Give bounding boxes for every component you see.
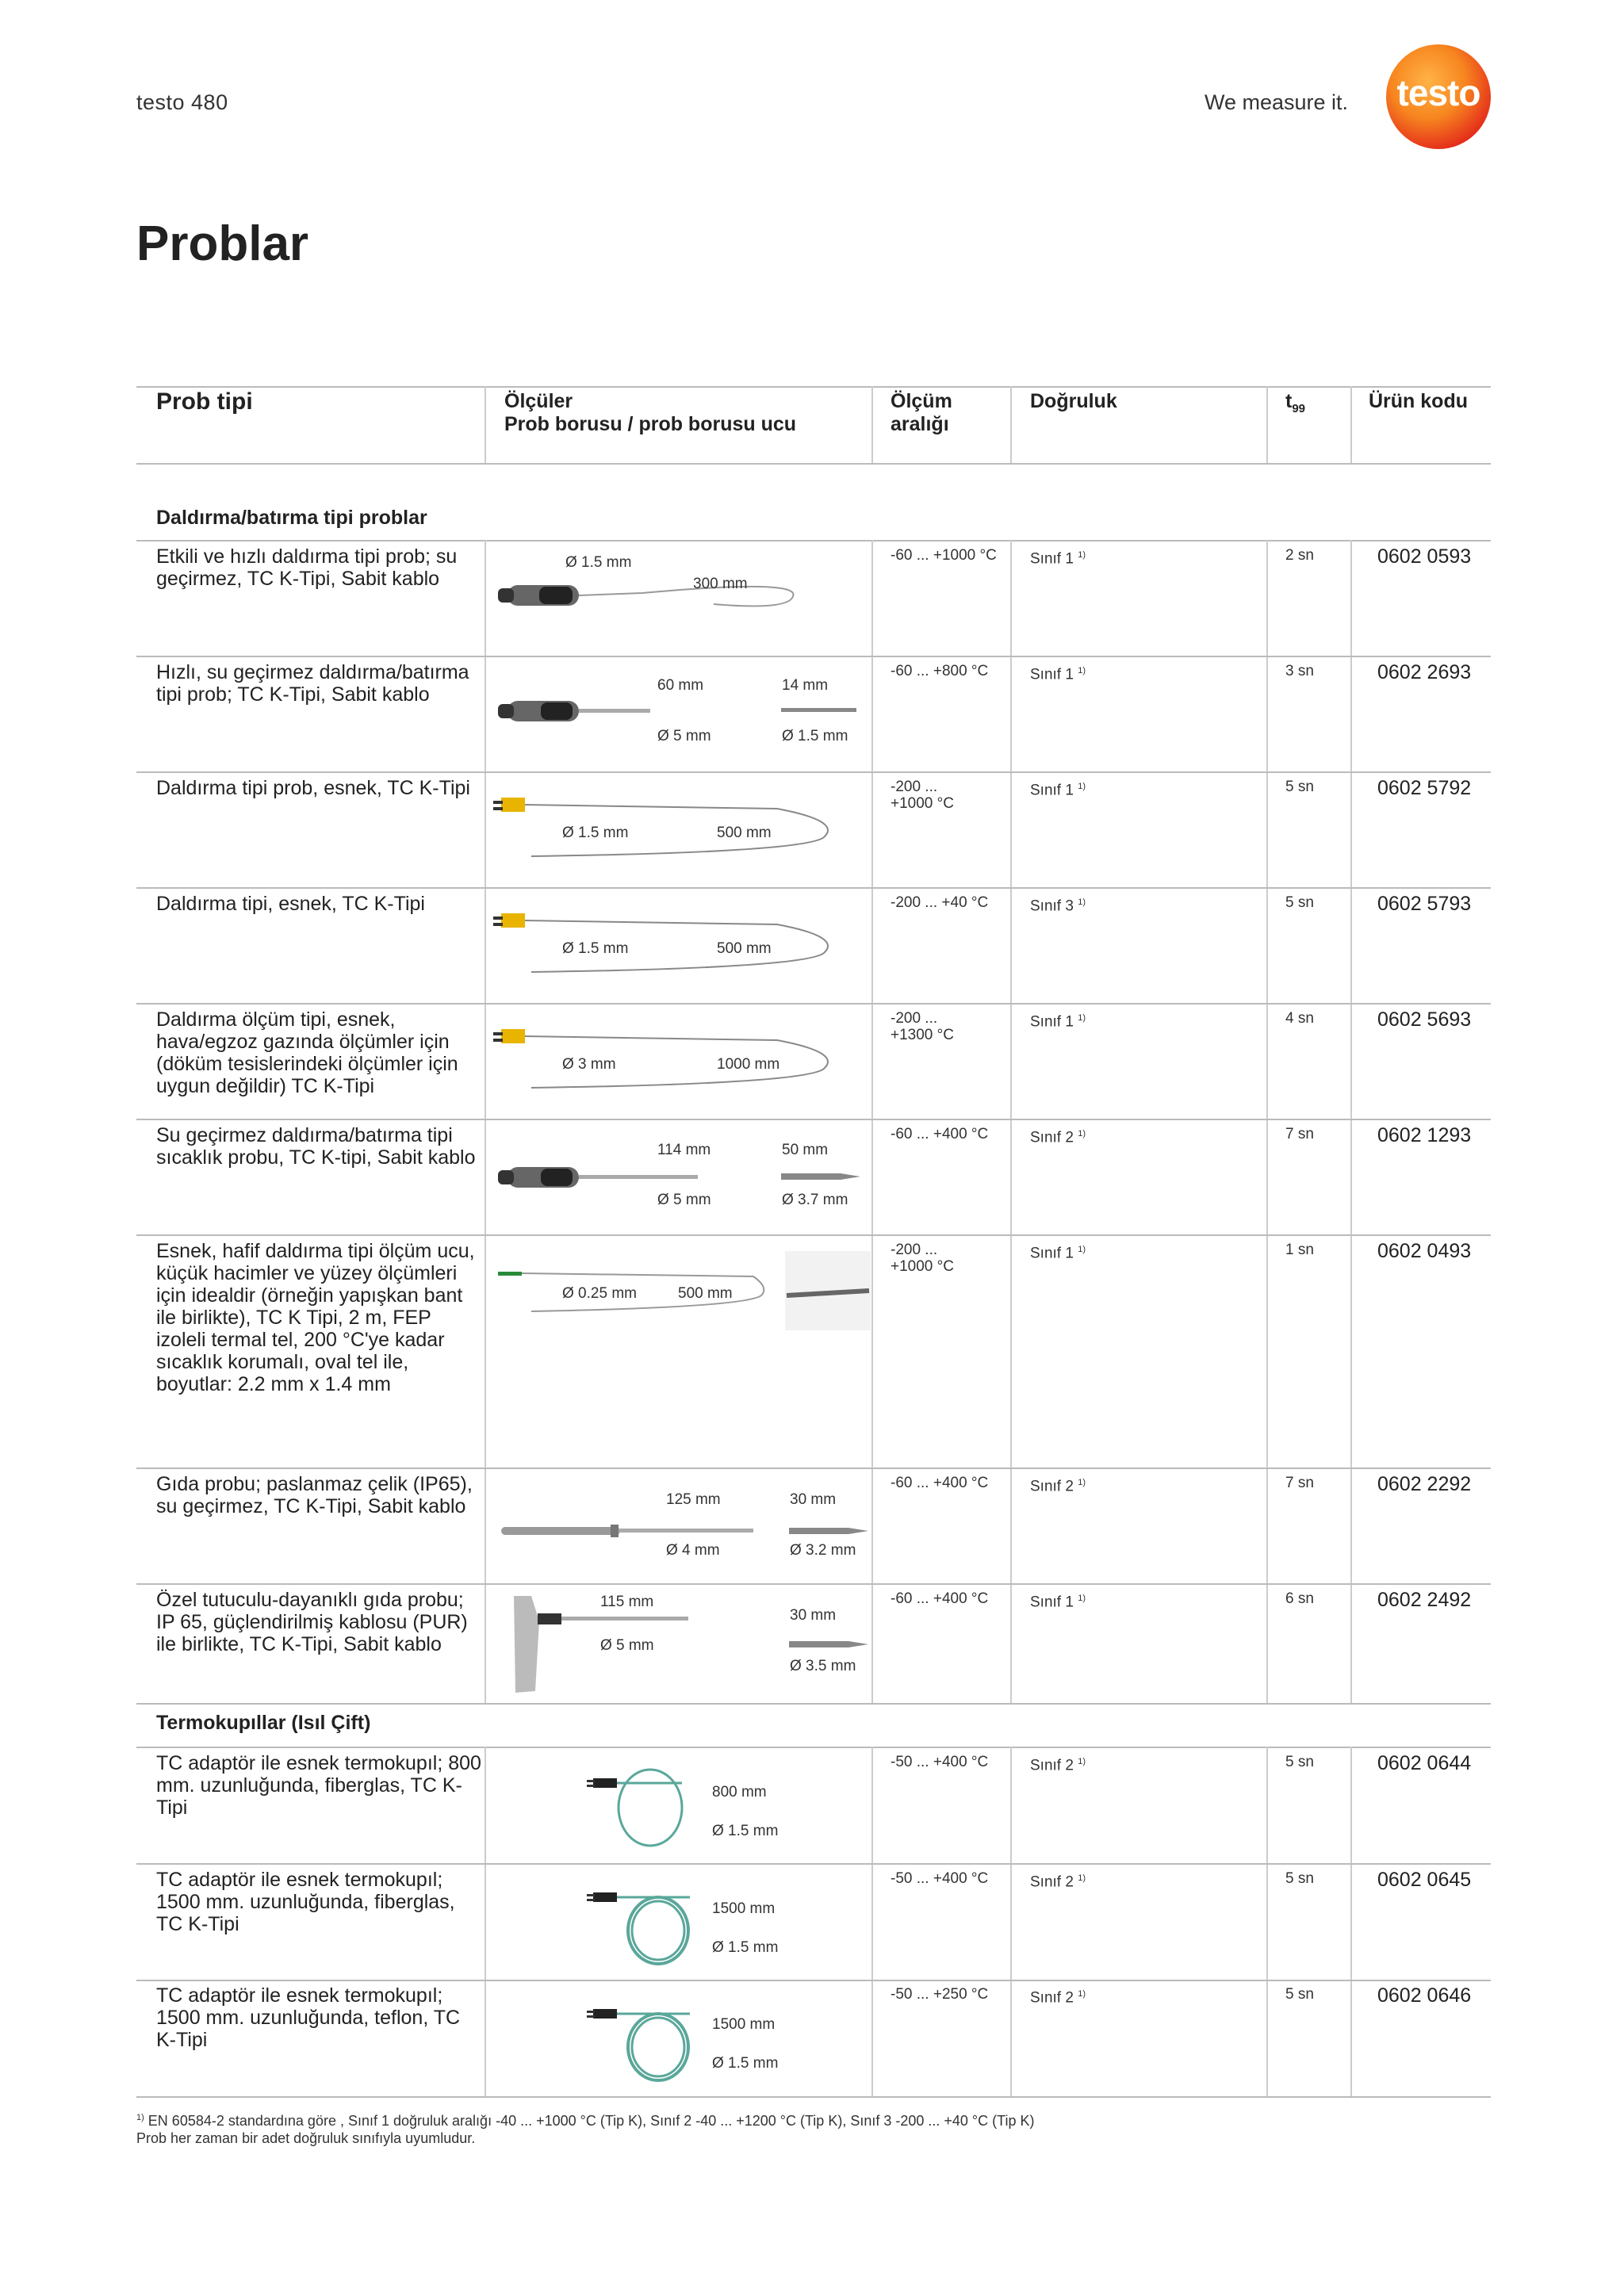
col-divider xyxy=(1010,386,1012,463)
col-divider xyxy=(1010,540,1012,1703)
probe-drawing xyxy=(492,785,864,864)
range-value: -50 ... +400 °C xyxy=(891,1870,989,1887)
t99-value: 7 sn xyxy=(1285,1475,1314,1491)
row-description: Özel tutuculu-dayanıklı gıda probu; IP 65, güçlendirilmiş kablosu (PUR) ile birlikte, TC K-Tipi, Sabit kablo xyxy=(156,1589,468,1655)
range-value: -60 ... +800 °C xyxy=(891,663,989,679)
col-accuracy: Doğruluk xyxy=(1030,390,1117,412)
thermocouple-drawing xyxy=(587,1999,714,2091)
dim-label: Ø 0.25 mm xyxy=(562,1285,637,1302)
product-code: 0602 2292 xyxy=(1377,1473,1472,1495)
product-code: 0602 0644 xyxy=(1377,1752,1472,1774)
t99-value: 3 sn xyxy=(1285,663,1314,679)
thermocouple-drawing xyxy=(587,1764,714,1855)
table-bottom-rule xyxy=(136,2096,1491,2098)
row-description: TC adaptör ile esnek termokupıl; 1500 mm. uzunluğunda, fiberglas, TC K-Tipi xyxy=(156,1869,455,1935)
row-description: Etkili ve hızlı daldırma tipi prob; su geçirmez, TC K-Tipi, Sabit kablo xyxy=(156,545,458,590)
dim-label: 500 mm xyxy=(717,825,772,841)
row-rule xyxy=(136,1863,1491,1865)
range-value: -50 ... +400 °C xyxy=(891,1754,989,1770)
footnote-line2: Prob her zaman bir adet doğruluk sınıfıyla uyumludur. xyxy=(136,2130,476,2146)
product-code: 0602 0593 xyxy=(1377,545,1472,568)
range-value: -200 ... +1300 °C xyxy=(891,1010,954,1043)
t99-value: 7 sn xyxy=(1285,1126,1314,1142)
dim-label: Ø 1.5 mm xyxy=(712,2055,779,2072)
col-range-line2: aralığı xyxy=(891,413,949,435)
row-rule xyxy=(136,887,1491,889)
t99-value: 5 sn xyxy=(1285,779,1314,795)
range-value: -60 ... +1000 °C xyxy=(891,547,997,564)
page-title: Problar xyxy=(136,216,309,271)
accuracy-value: Sınıf 1 $^{1)}$ xyxy=(1030,782,1086,799)
table-top-rule xyxy=(136,386,1491,388)
range-value: -200 ... +40 °C xyxy=(891,894,989,911)
dim-label: Ø 1.5 mm xyxy=(782,728,848,744)
row-description: Esnek, hafif daldırma tipi ölçüm ucu, küçük hacimler ve yüzey ölçümleri için idealdir (örneğin yapışkan bant ile birlikte), TC K Tipi, 2 m, FEP izoleli termal tel, 200 °C'ye kadar sıcaklık korumalı, oval tel ile, boyutlar: 2.2 mm x 1.4 mm xyxy=(156,1240,475,1395)
col-t99: $t_{99}$ xyxy=(1285,390,1306,415)
dim-label: 500 mm xyxy=(678,1285,733,1302)
row-description: Daldırma ölçüm tipi, esnek, hava/egzoz gazında ölçümler için (döküm tesislerindeki ölçümler için uygun değildir) TC K-Tipi xyxy=(156,1008,458,1097)
dim-label: 300 mm xyxy=(693,576,748,592)
accuracy-value: Sınıf 2 $^{1)}$ xyxy=(1030,1989,1086,2007)
dim-label: 60 mm xyxy=(657,677,704,694)
probe-drawing xyxy=(492,547,864,650)
dim-label: Ø 3.7 mm xyxy=(782,1192,848,1208)
t99-value: 4 sn xyxy=(1285,1010,1314,1027)
accuracy-value: Sınıf 1 $^{1)}$ xyxy=(1030,1245,1086,1262)
dim-label: 30 mm xyxy=(790,1491,837,1508)
dim-label: 1500 mm xyxy=(712,2016,776,2033)
accuracy-value: Sınıf 1 $^{1)}$ xyxy=(1030,1594,1086,1611)
product-code: 0602 0645 xyxy=(1377,1869,1472,1891)
accuracy-value: Sınıf 1 $^{1)}$ xyxy=(1030,550,1086,568)
range-value: -60 ... +400 °C xyxy=(891,1475,989,1491)
dim-label: Ø 1.5 mm xyxy=(712,1939,779,1956)
accuracy-value: Sınıf 2 $^{1)}$ xyxy=(1030,1129,1086,1146)
dim-label: Ø 5 mm xyxy=(657,1192,711,1208)
accuracy-value: Sınıf 2 $^{1)}$ xyxy=(1030,1478,1086,1495)
footnote xyxy=(136,2109,1034,2147)
dim-label: Ø 4 mm xyxy=(666,1542,720,1559)
document-product-name: testo 480 xyxy=(136,90,228,114)
t99-value: 5 sn xyxy=(1285,1986,1314,2003)
range-value: -60 ... +400 °C xyxy=(891,1590,989,1607)
dim-label: Ø 3 mm xyxy=(562,1056,616,1073)
accuracy-value: Sınıf 1 $^{1)}$ xyxy=(1030,666,1086,683)
footnote-line1: $^{1)}$ EN 60584-2 standardına göre , Sınıf 1 doğruluk aralığı -40 ... +1000 °C (Tip K), Sınıf 2 -40 ... +1200 °C (Tip K), Sınıf 3 -200 ... +40 °C (Tip K) xyxy=(136,2113,1035,2129)
dim-label: Ø 1.5 mm xyxy=(562,825,629,841)
row-description: Hızlı, su geçirmez daldırma/batırma tipi prob; TC K-Tipi, Sabit kablo xyxy=(156,661,469,706)
accuracy-value: Sınıf 1 $^{1)}$ xyxy=(1030,1013,1086,1031)
dim-label: Ø 1.5 mm xyxy=(712,1823,779,1839)
accuracy-value: Sınıf 2 $^{1)}$ xyxy=(1030,1873,1086,1891)
row-rule xyxy=(136,1980,1491,1981)
col-divider xyxy=(1350,540,1352,1703)
row-description: TC adaptör ile esnek termokupıl; 800 mm. uzunluğunda, fiberglas, TC K-Tipi xyxy=(156,1752,481,1819)
t99-value: 5 sn xyxy=(1285,1754,1314,1770)
thermocouple-drawing xyxy=(587,1883,714,1974)
col-divider xyxy=(1010,1747,1012,2096)
col-dimensions-title: Ölçüler xyxy=(504,390,573,412)
section-rule xyxy=(136,540,1491,541)
dim-label: 50 mm xyxy=(782,1142,829,1158)
accuracy-value: Sınıf 2 $^{1)}$ xyxy=(1030,1757,1086,1774)
product-code: 0602 1293 xyxy=(1377,1124,1472,1146)
col-probe-type: Prob tipi xyxy=(156,388,253,415)
col-divider xyxy=(1266,386,1268,463)
accuracy-value: Sınıf 3 $^{1)}$ xyxy=(1030,897,1086,915)
row-rule xyxy=(136,1119,1491,1120)
col-divider xyxy=(485,540,486,1703)
section-rule xyxy=(136,1747,1491,1748)
col-divider xyxy=(485,386,486,463)
col-divider xyxy=(871,1747,873,2096)
col-divider xyxy=(871,386,873,463)
dim-label: 30 mm xyxy=(790,1607,837,1624)
row-description: Su geçirmez daldırma/batırma tipi sıcaklık probu, TC K-tipi, Sabit kablo xyxy=(156,1124,476,1169)
product-code: 0602 2492 xyxy=(1377,1589,1472,1611)
dim-label: 800 mm xyxy=(712,1784,767,1800)
t99-value: 1 sn xyxy=(1285,1242,1314,1258)
dim-label: 1500 mm xyxy=(712,1900,776,1917)
logo-text: testo xyxy=(1396,72,1480,113)
range-value: -200 ... +1000 °C xyxy=(891,1242,954,1275)
product-code: 0602 5693 xyxy=(1377,1008,1472,1031)
dim-label: 115 mm xyxy=(600,1594,654,1610)
product-code: 0602 0646 xyxy=(1377,1984,1472,2007)
product-code: 0602 2693 xyxy=(1377,661,1472,683)
t99-value: 2 sn xyxy=(1285,547,1314,564)
dim-label: Ø 1.5 mm xyxy=(562,940,629,957)
col-divider xyxy=(485,1747,486,2096)
probe-drawing xyxy=(492,1016,864,1096)
range-value: -200 ... +1000 °C xyxy=(891,779,954,812)
dim-label: 14 mm xyxy=(782,677,829,694)
product-code: 0602 5792 xyxy=(1377,777,1472,799)
t99-value: 5 sn xyxy=(1285,1870,1314,1887)
row-rule xyxy=(136,1234,1491,1236)
section-title-thermocouples: Termokupıllar (Isıl Çift) xyxy=(156,1712,371,1734)
row-description: Gıda probu; paslanmaz çelik (IP65), su geçirmez, TC K-Tipi, Sabit kablo xyxy=(156,1473,473,1517)
section-title-immersion: Daldırma/batırma tipi problar xyxy=(156,507,427,529)
dim-label: Ø 1.5 mm xyxy=(565,554,632,571)
col-divider xyxy=(1350,386,1352,463)
col-divider xyxy=(1266,540,1268,1703)
row-rule xyxy=(136,1703,1491,1705)
row-rule xyxy=(136,656,1491,657)
slogan: We measure it. xyxy=(1205,90,1349,114)
row-description: TC adaptör ile esnek termokupıl; 1500 mm. uzunluğunda, teflon, TC K-Tipi xyxy=(156,1984,461,2051)
col-divider xyxy=(1266,1747,1268,2096)
dim-label: 114 mm xyxy=(657,1142,711,1158)
dim-label: Ø 3.5 mm xyxy=(790,1658,856,1674)
col-dimensions-subtitle: Prob borusu / prob borusu ucu xyxy=(504,413,797,435)
row-description: Daldırma tipi prob, esnek, TC K-Tipi xyxy=(156,777,470,799)
probe-drawing xyxy=(492,1590,872,1701)
row-rule xyxy=(136,1003,1491,1004)
t99-value: 5 sn xyxy=(1285,894,1314,911)
product-code: 0602 5793 xyxy=(1377,893,1472,915)
row-rule xyxy=(136,1583,1491,1585)
t99-value: 6 sn xyxy=(1285,1590,1314,1607)
row-rule xyxy=(136,1468,1491,1469)
dim-label: Ø 5 mm xyxy=(657,728,711,744)
dim-label: Ø 5 mm xyxy=(600,1637,654,1654)
testo-logo xyxy=(1386,44,1491,149)
col-range-line1: Ölçüm xyxy=(891,390,952,412)
header-bottom-rule xyxy=(136,463,1491,465)
dim-label: 125 mm xyxy=(666,1491,721,1508)
probe-drawing xyxy=(492,901,864,980)
product-code: 0602 0493 xyxy=(1377,1240,1472,1262)
dim-label: 500 mm xyxy=(717,940,772,957)
col-product-code: Ürün kodu xyxy=(1369,390,1468,412)
dim-label: 1000 mm xyxy=(717,1056,780,1073)
range-value: -50 ... +250 °C xyxy=(891,1986,989,2003)
range-value: -60 ... +400 °C xyxy=(891,1126,989,1142)
dim-label: Ø 3.2 mm xyxy=(790,1542,856,1559)
col-divider xyxy=(1350,1747,1352,2096)
row-description: Daldırma tipi, esnek, TC K-Tipi xyxy=(156,893,425,915)
row-rule xyxy=(136,771,1491,773)
